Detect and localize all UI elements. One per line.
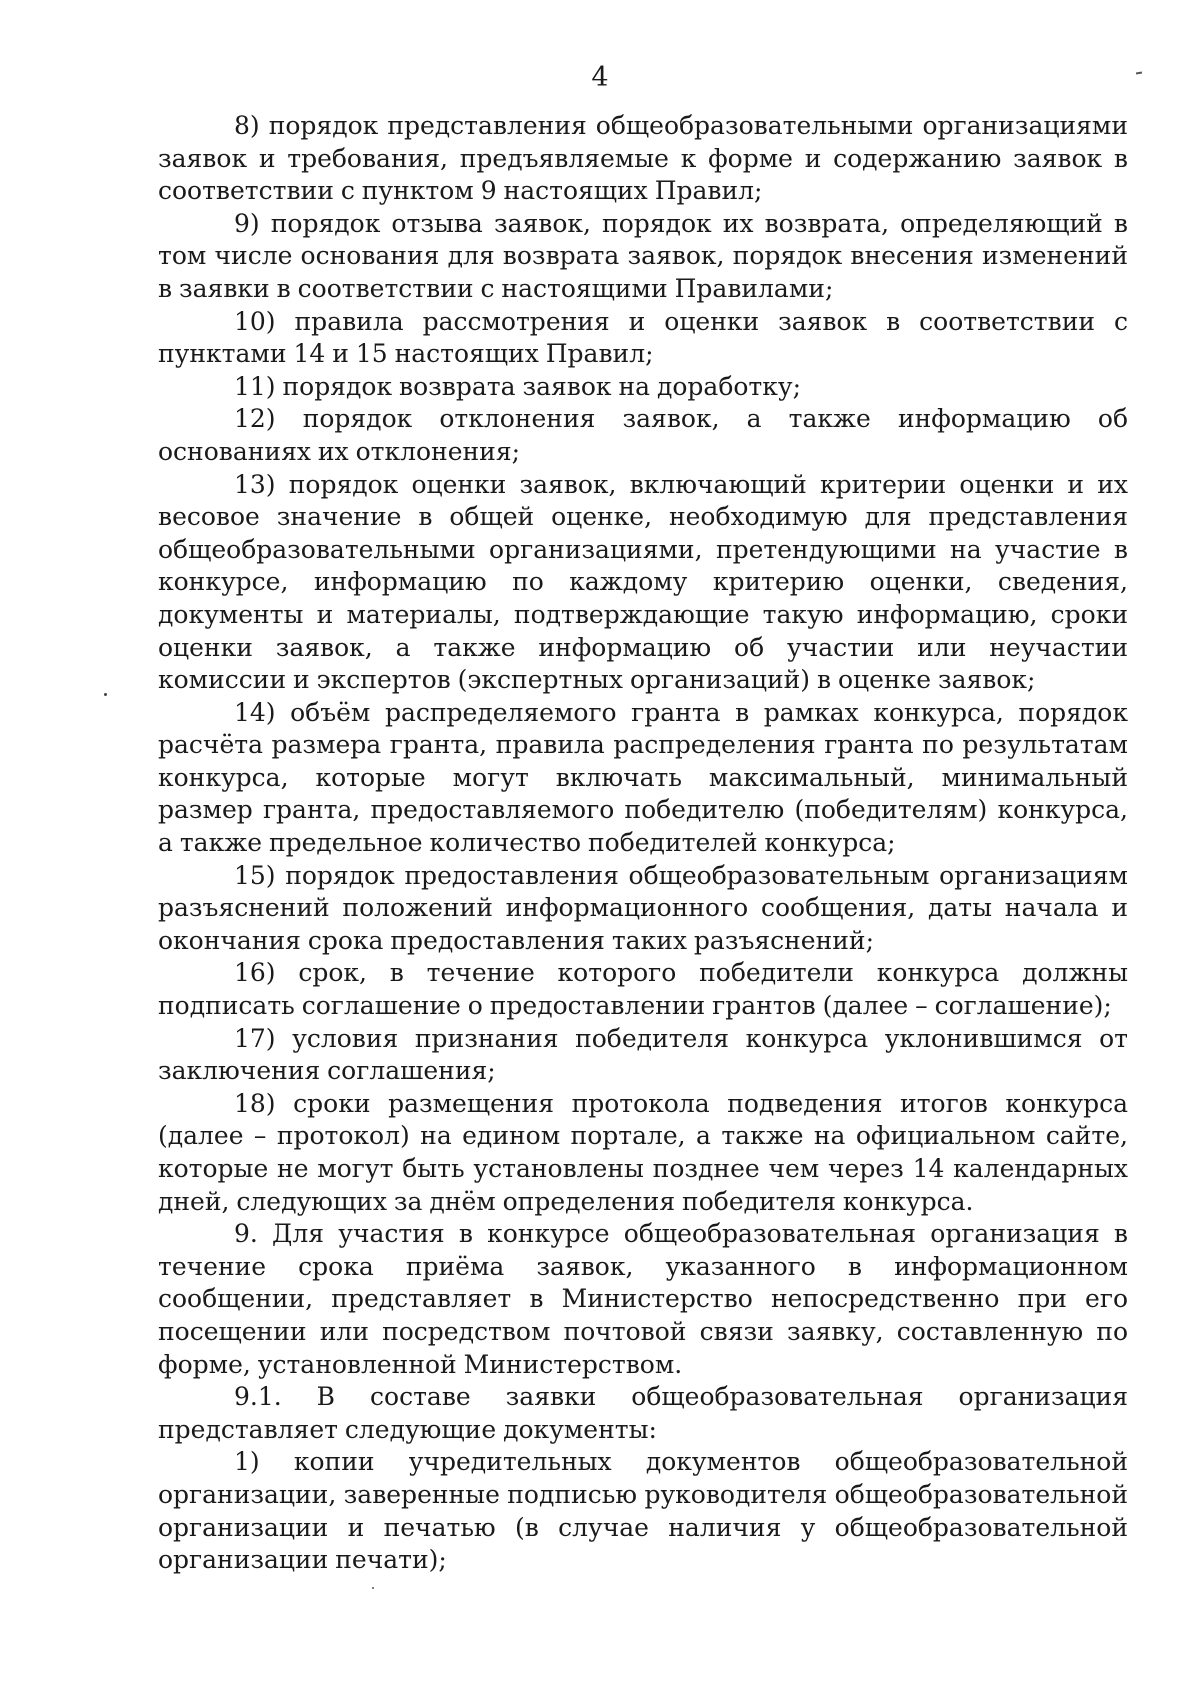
list-item-11: 11) порядок возврата заявок на доработку; (234, 371, 802, 401)
list-item-16: 16) срок, в течение которого победители конкурса должны подписать соглашение о предоставлении грантов (далее – соглашение); (158, 958, 1128, 1021)
section-9-1-paragraph: 9.1. В составе заявки общеобразовательная организация представляет следующие документы: (158, 1382, 1128, 1444)
list-item-18: 18) сроки размещения протокола подведения итогов конкурса (далее – протокол) на едином портале, а также на официальном сайте, которые не могут быть установлены позднее чем через 14 календарных дней, следующих за днём определения победителя конкурса. (158, 1088, 1128, 1216)
list-item-12: 12) порядок отклонения заявок, а также информацию об основаниях их отклонения; (158, 404, 1128, 466)
scan-dot (104, 693, 107, 696)
scan-dot-bottom (372, 1587, 374, 1589)
section-9-paragraph: 9. Для участия в конкурсе общеобразовательная организация в течение срока приёма заявок, указанного в информационном сообщении, представляет в Министерство непосредственно при его посещении или посредством почтовой связи заявку, составленную по форме, установленной Министерством. (158, 1219, 1128, 1379)
page-number: 4 (591, 62, 609, 93)
subitem-1-paragraph: 1) копии учредительных документов общеобразовательной организации, заверенные подписью руководителя общеобразовательной организации и печатью (в случае наличия у общеобразовательной организации печати); (158, 1447, 1128, 1575)
list-item-17: 17) условия признания победителя конкурса уклонившимся от заключения соглашения; (158, 1023, 1128, 1086)
list-item-13: 13) порядок оценки заявок, включающий критерии оценки и их весовое значение в общей оценке, необходимую для представления общеобразовательными организациями, претендующими на участие в конкурсе, информацию по каждому критерию оценки, сведения, документы и материалы, подтверждающие такую информацию, сроки оценки заявок, а также информацию об участии или неучастии комиссии и экспертов (экспертных организаций) в оценке заявок; (158, 469, 1128, 695)
list-item-14: 14) объём распределяемого гранта в рамках конкурса, порядок расчёта размера гранта, правила распределения гранта по результатам конкурса, которые могут включать максимальный, минимальный размер гранта, предоставляемого победителю (победителям) конкурса, а также предельное количество победителей конкурса; (158, 697, 1128, 858)
list-item-9: 9) порядок отзыва заявок, порядок их возврата, определяющий в том числе основания для возврата заявок, порядок внесения изменений в заявки в соответствии с настоящими Правилами; (158, 208, 1128, 303)
list-item-8: 8) порядок представления общеобразовательными организациями заявок и требования, предъявляемые к форме и содержанию заявок в соответствии с пунктом 9 настоящих Правил; (158, 111, 1128, 206)
list-item-10: 10) правила рассмотрения и оценки заявок в соответствии с пунктами 14 и 15 настоящих Правил; (158, 306, 1128, 369)
list-item-15: 15) порядок предоставления общеобразовательным организациям разъяснений положений информационного сообщения, даты начала и окончания срока предоставления таких разъяснений; (158, 860, 1128, 955)
document-body (158, 110, 1128, 1577)
